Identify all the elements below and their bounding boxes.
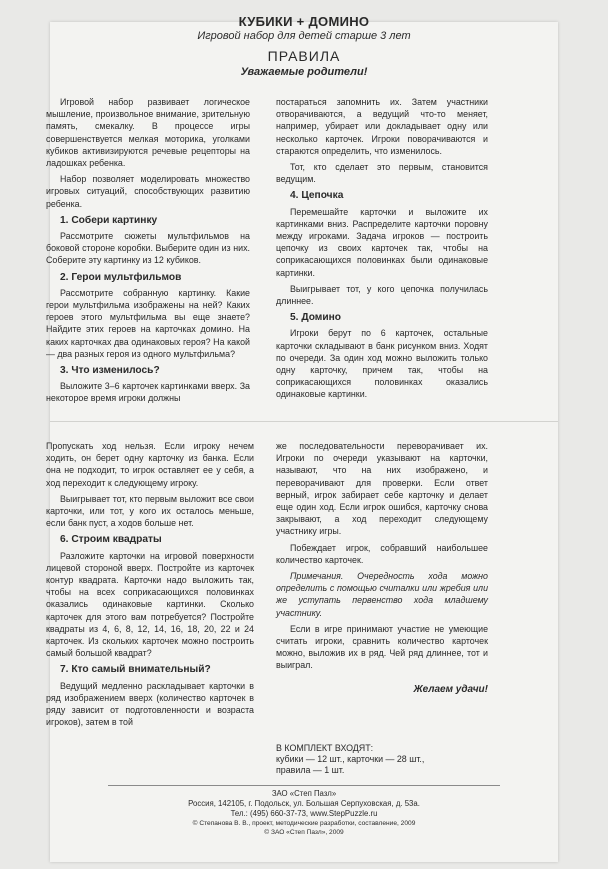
paragraph: Побеждает игрок, собравший наибольшее количество карточек. — [276, 542, 488, 565]
good-luck-text: Желаем удачи! — [413, 683, 488, 695]
section-heading: 2. Герои мультфильмов — [60, 271, 182, 283]
section-heading: 1. Собери картинку — [60, 214, 158, 226]
publisher-imprint — [108, 785, 500, 837]
section-heading: 5. Домино — [290, 312, 341, 324]
copyright-publisher: © ЗАО «Степ Пазл», 2009 — [264, 829, 344, 836]
paragraph: Игровой набор развивает логическое мышление, произвольное внимание, зрительную память, смекалку. В процессе игры совершенствуется мелкая моторика, уголками кубиков активизируются речевые рецепторы на ладошках ребенка. — [46, 97, 250, 169]
publisher-contacts: Тел.: (495) 660-37-73, www.StepPuzzle.ru — [230, 809, 378, 818]
paragraph: Пропускать ход нельзя. Если игроку нечем ходить, он берет одну карточку из банка. Если она не подходит, то игрок оставляет ее у себя, а ход переходит к следующему игроку. — [46, 441, 254, 488]
header — [0, 14, 608, 78]
kit-line: правила — 1 шт. — [276, 765, 345, 775]
column-bottom-left — [46, 440, 254, 732]
paragraph: Рассмотрите сюжеты мультфильмов на боковой стороне коробки. Выберите один из них. Соберите эту картинку из 12 кубиков. — [46, 231, 250, 266]
greeting: Уважаемые родители! — [240, 66, 368, 78]
rules-heading: ПРАВИЛА — [267, 48, 341, 64]
paragraph: Перемешайте карточки и выложите их картинками вниз. Распределите карточки поровну между игроками. Задача игроков — построить цепочку из своих карточек так, чтобы на соприкасающихся половинках были одинаковые картинки. — [276, 206, 488, 278]
kit-contents — [276, 743, 476, 776]
paragraph: же последовательности переворачивает их. Игроки по очереди указывают на карточки, называют, что на них изображено, и переворачивают для проверки. Если ответ верный, игрок забирает себе карточку и делает еще один ход. Если игрок ошибся, карточку снова закрывают, а ход переходит следующему участнику игры. — [276, 441, 488, 537]
paragraph: Набор позволяет моделировать множество игровых ситуаций, способствующих развитию ребенка. — [46, 174, 250, 209]
paragraph: Тот, кто сделает это первым, становится ведущим. — [276, 162, 488, 185]
kit-line: кубики — 12 шт., карточки — 28 шт., — [276, 754, 425, 764]
paragraph: Рассмотрите собранную картинку. Какие герои мультфильма изображены на ней? Каких героев этого мультфильма вы еще знаете? Найдите этих героев на карточках домино. На каких карточках два одинаковых героя? На какой — два разных героя из одного мультфильма? — [46, 287, 250, 359]
column-top-right — [276, 96, 488, 405]
section-heading: 6. Строим квадраты — [60, 534, 162, 546]
publisher-name: ЗАО «Степ Пазл» — [271, 789, 337, 798]
notes-paragraph: Примечания. Очередность хода можно определить с помощью считалки или жребия или же уступать первенство хода младшему участнику. — [276, 571, 488, 618]
paragraph: постараться запомнить их. Затем участники отворачиваются, а ведущий что-то меняет, например, убирает или докладывает одну или несколько карточек. Игроки поворачиваются и стараются определить, что изменилось. — [276, 97, 488, 156]
paragraph: Выложите 3–6 карточек картинками вверх. За некоторое время игроки должны — [46, 381, 250, 404]
section-heading: 3. Что изменилось? — [60, 365, 160, 377]
paragraph: Выигрывает тот, у кого цепочка получилась длиннее. — [276, 283, 488, 307]
paragraph: Ведущий медленно раскладывает карточки в ряд изображением вверх (количество карточек в ряду зависит от подготовленности и возраста игроков), затем в той — [46, 680, 254, 728]
publisher-address: Россия, 142105, г. Подольск, ул. Большая Серпуховская, д. 53а. — [188, 799, 420, 808]
paragraph: Выигрывает тот, кто первым выложит все свои карточки, или тот, у кого их осталось меньше, если банк пуст, а ходов больше нет. — [46, 493, 254, 529]
copyright-author: © Степанова В. В., проект, методические разработки, составление, 2009 — [192, 820, 416, 827]
paragraph: Разложите карточки на игровой поверхности лицевой стороной вверх. Постройте из карточек контур квадрата. Карточки надо выложить так, чтобы на всех соприкасающихся половинках оказались одинаковые картинки. Сколько карточек для этого вам потребуется? Постройте квадраты из 4, 6, 8, 12, 14, 16, 18, 20, 22 и 24 карточек. Из скольких карточек можно построить самый большой квадрат? — [46, 550, 254, 659]
paragraph: Если в игре принимают участие не умеющие считать игроки, сравнить количество карточек можно, выложив их в ряд. Чей ряд длиннее, тот и выиграл. — [276, 623, 488, 671]
paragraph: Игроки берут по 6 карточек, остальные карточки складывают в банк рисунком вниз. Ходят по очереди. За один ход можно выложить только одну карточку, причем так, чтобы на соприкасающихся половинках оказались одинаковые картинки. — [276, 328, 488, 400]
product-title: КУБИКИ + ДОМИНО — [238, 14, 370, 29]
column-bottom-right — [276, 440, 488, 696]
fold-line — [50, 421, 558, 422]
section-heading: 7. Кто самый внимательный? — [60, 664, 211, 676]
product-subtitle: Игровой набор для детей старше 3 лет — [197, 30, 411, 42]
kit-title: В КОМПЛЕКТ ВХОДЯТ: — [276, 743, 374, 753]
section-heading: 4. Цепочка — [290, 190, 344, 202]
column-top-left — [46, 96, 250, 409]
